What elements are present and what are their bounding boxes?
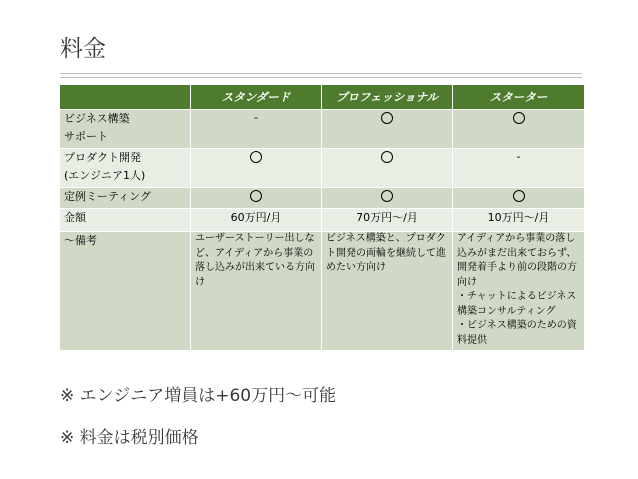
table-row (60, 110, 585, 149)
table-row (60, 188, 585, 209)
price-professional: 70万円〜/月 (322, 209, 453, 232)
row-label-notes: 〜備考 (60, 232, 191, 351)
row-label-meeting: 定例ミーティング (60, 188, 191, 209)
table-header-row (60, 85, 585, 110)
cell-value: - (191, 110, 322, 149)
page-title: 料金 (60, 36, 106, 62)
header-starter: スターター (453, 85, 585, 110)
price-starter: 10万円〜/月 (453, 209, 585, 232)
circle-icon (381, 190, 393, 202)
title-divider-lower (60, 77, 582, 78)
header-standard: スタンダード (191, 85, 322, 110)
circle-icon (381, 112, 393, 124)
pricing-table (59, 84, 585, 351)
header-professional: プロフェッショナル (322, 85, 453, 110)
circle-icon (513, 112, 525, 124)
header-corner (60, 85, 191, 110)
row-label-product-dev: プロダクト開発 (エンジニア1人) (60, 149, 191, 188)
cell-value (322, 188, 453, 209)
circle-icon (381, 151, 393, 163)
cell-value (453, 110, 585, 149)
circle-icon (250, 190, 262, 202)
price-standard: 60万円/月 (191, 209, 322, 232)
note-professional: ビジネス構築と、プロダクト開発の両輪を継続して進めたい方向け (322, 232, 453, 351)
cell-value (453, 188, 585, 209)
circle-icon (250, 151, 262, 163)
table-row (60, 232, 585, 351)
table-row (60, 149, 585, 188)
footnote-engineer-addition: ※ エンジニア増員は+60万円〜可能 (60, 386, 337, 406)
row-label-price: 金額 (60, 209, 191, 232)
title-divider-upper (60, 73, 582, 74)
cell-value (322, 149, 453, 188)
note-starter: アイディアから事業の落し込みがまだ出来ておらず、開発着手より前の段階の方向け ・チャットによるビジネス構築コンサルティング ・ビジネス構築のための資料提供 (453, 232, 585, 351)
cell-value: - (453, 149, 585, 188)
note-standard: ユーザーストーリー出しなど、アイディアから事業の落し込みが出来ている方向け (191, 232, 322, 351)
footnote-tax-excluded: ※ 料金は税別価格 (60, 428, 199, 448)
cell-value (322, 110, 453, 149)
cell-value (191, 188, 322, 209)
row-label-business-support: ビジネス構築 サポート (60, 110, 191, 149)
cell-value (191, 149, 322, 188)
circle-icon (513, 190, 525, 202)
table-row (60, 209, 585, 232)
